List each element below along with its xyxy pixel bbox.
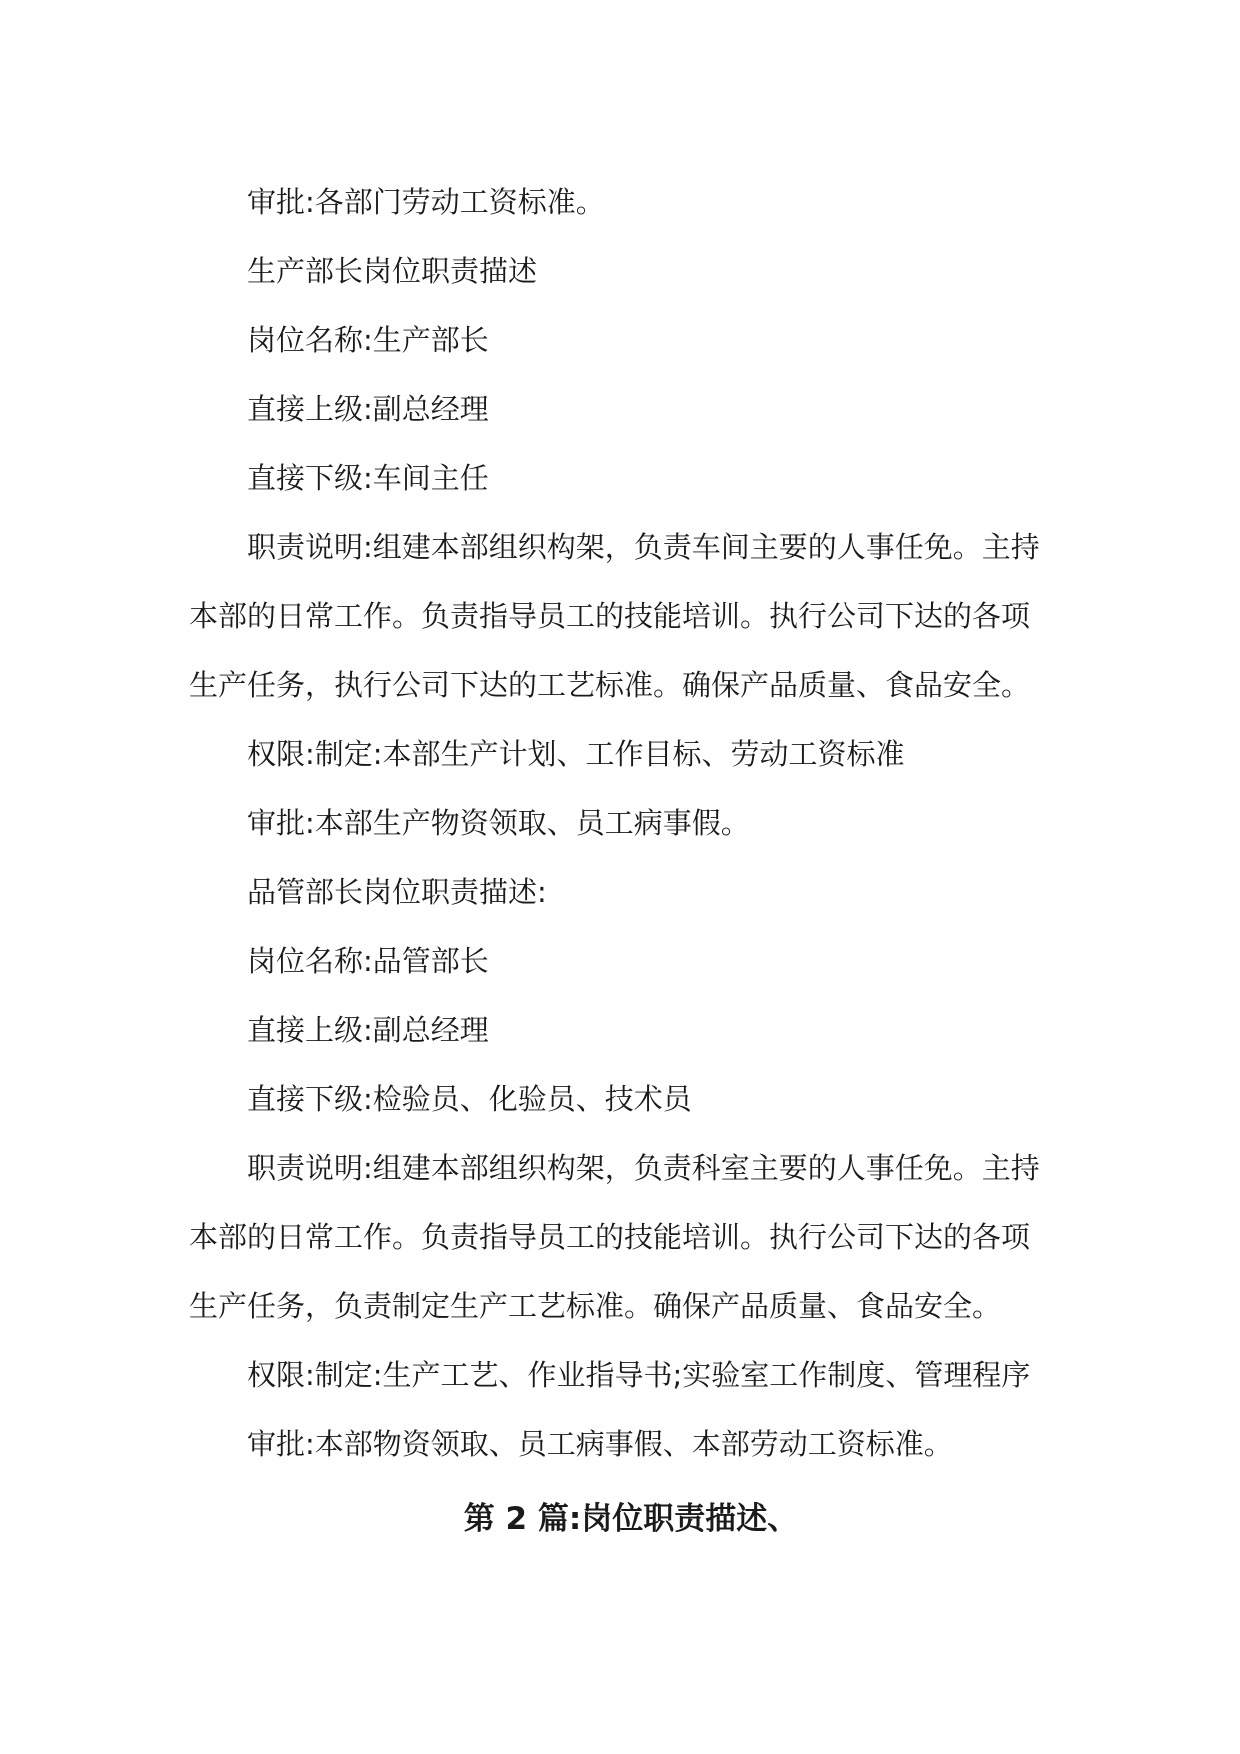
paragraph-production-approval: 审批:本部生产物资领取、员工病事假。 xyxy=(247,806,750,840)
paragraph-quality-superior: 直接上级:副总经理 xyxy=(247,1013,489,1047)
document-body xyxy=(189,168,1049,1554)
paragraph-approval-departments: 审批:各部门劳动工资标准。 xyxy=(247,185,605,219)
paragraph-quality-duties: 职责说明:组建本部组织构架，负责科室主要的人事任免。主持本部的日常工作。负责指导员工的技能培训。执行公司下达的各项生产任务，负责制定生产工艺标准。确保产品质量、食品安全。 xyxy=(189,1151,1040,1323)
paragraph-production-authority: 权限:制定:本部生产计划、工作目标、劳动工资标准 xyxy=(247,737,905,771)
paragraph-production-position: 岗位名称:生产部长 xyxy=(247,323,489,357)
paragraph-quality-position: 岗位名称:品管部长 xyxy=(247,944,489,978)
section-heading: 第 2 篇:岗位职责描述、 xyxy=(463,1501,799,1537)
paragraph-quality-authority: 权限:制定:生产工艺、作业指导书;实验室工作制度、管理程序 xyxy=(247,1358,1031,1392)
paragraph-production-title: 生产部长岗位职责描述 xyxy=(247,254,538,288)
paragraph-production-subordinate: 直接下级:车间主任 xyxy=(247,461,489,495)
paragraph-production-duties: 职责说明:组建本部组织构架，负责车间主要的人事任免。主持本部的日常工作。负责指导员工的技能培训。执行公司下达的各项生产任务，执行公司下达的工艺标准。确保产品质量、食品安全。 xyxy=(189,530,1040,702)
paragraph-quality-title: 品管部长岗位职责描述: xyxy=(247,875,547,909)
paragraph-quality-subordinate: 直接下级:检验员、化验员、技术员 xyxy=(247,1082,692,1116)
paragraph-production-superior: 直接上级:副总经理 xyxy=(247,392,489,426)
paragraph-quality-approval: 审批:本部物资领取、员工病事假、本部劳动工资标准。 xyxy=(247,1427,953,1461)
